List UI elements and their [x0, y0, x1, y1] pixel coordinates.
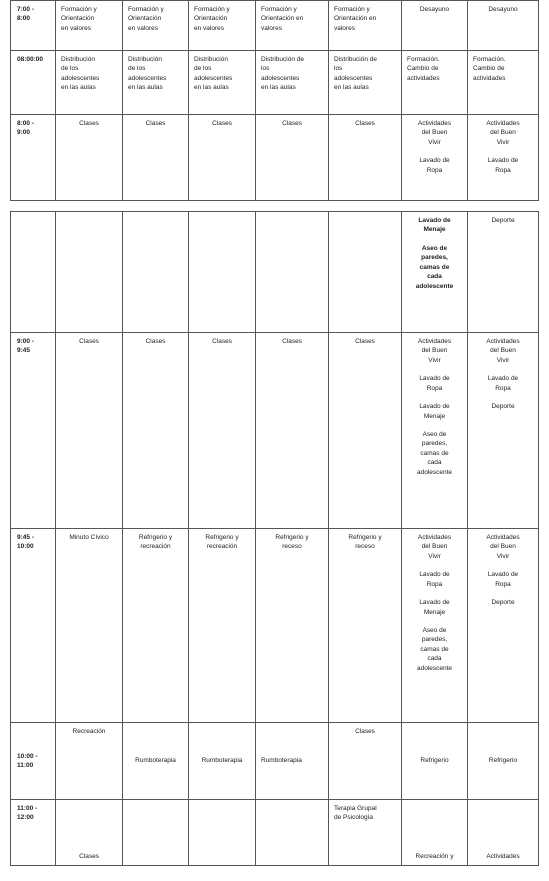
time-cell: [11, 212, 56, 333]
cell-tuesday: [123, 800, 189, 866]
cell-sunday: Refrigerio: [468, 723, 539, 800]
cell-friday: Distribución de los adolescentes en las aulas: [329, 51, 402, 115]
cell-wednesday: [189, 212, 256, 333]
cell-saturday: Actividades del Buen Vivir Lavado de Ropa Lavado de Menaje Aseo de paredes, camas de cada adolescente: [402, 529, 468, 723]
cell-monday: Formación y Orientación en valores: [56, 1, 123, 51]
cell-monday: Clases: [56, 333, 123, 529]
cell-friday: Refrigerio y receso: [329, 529, 402, 723]
cell-tuesday: Rumboterapia: [123, 723, 189, 800]
cell-monday: [56, 212, 123, 333]
cell-thursday: Distribución de los adolescentes en las aulas: [256, 51, 329, 115]
cell-saturday: Lavado de Menaje Aseo de paredes, camas de cada adolescente: [402, 212, 468, 333]
cell-friday: Clases: [329, 333, 402, 529]
cell-monday: Clases: [56, 800, 123, 866]
cell-thursday: Refrigerio y receso: [256, 529, 329, 723]
cell-saturday: Formación. Cambio de actividades: [402, 51, 468, 115]
cell-tuesday: Formación y Orientación en valores: [123, 1, 189, 51]
cell-tuesday: [123, 212, 189, 333]
cell-monday: Minuto Cívico: [56, 529, 123, 723]
cell-thursday: [256, 212, 329, 333]
time-cell: 9:00 - 9:45: [11, 333, 56, 529]
table-row: [11, 115, 539, 201]
time-cell: 10:00 - 11:00: [11, 723, 56, 800]
cell-tuesday: Refrigerio y recreación: [123, 529, 189, 723]
table-row: [11, 212, 539, 333]
cell-tuesday: Clases: [123, 115, 189, 201]
cell-friday: [329, 212, 402, 333]
cell-tuesday: Clases: [123, 333, 189, 529]
time-cell: 11:00 - 12:00: [11, 800, 56, 866]
cell-friday: Formación y Orientación en valores: [329, 1, 402, 51]
cell-thursday: Formación y Orientación en valores: [256, 1, 329, 51]
cell-monday: Distribución de los adolescentes en las aulas: [56, 51, 123, 115]
cell-saturday: Recreación y: [402, 800, 468, 866]
cell-wednesday: Distribución de los adolescentes en las aulas: [189, 51, 256, 115]
cell-sunday: Actividades del Buen Vivir Lavado de Ropa: [468, 115, 539, 201]
table-row: [11, 1, 539, 51]
cell-thursday: Clases: [256, 115, 329, 201]
table-row: [11, 800, 539, 866]
cell-thursday: [256, 800, 329, 866]
table-row: [11, 529, 539, 723]
schedule-table-bottom: [10, 211, 539, 866]
time-cell: 7:00 - 8:00: [11, 1, 56, 51]
cell-saturday: Desayuno: [402, 1, 468, 51]
cell-friday: Terapia Grupal de Psicología: [329, 800, 402, 866]
cell-thursday: Clases: [256, 333, 329, 529]
cell-wednesday: Rumboterapia: [189, 723, 256, 800]
time-cell: 8:00 - 9:00: [11, 115, 56, 201]
cell-saturday: Actividades del Buen Vivir Lavado de Ropa: [402, 115, 468, 201]
cell-thursday: Rumboterapia: [256, 723, 329, 800]
cell-monday: Recreación: [56, 723, 123, 800]
schedule-table-top: [10, 0, 539, 201]
table-row: [11, 333, 539, 529]
cell-tuesday: Distribución de los adolescentes en las aulas: [123, 51, 189, 115]
cell-sunday: Actividades del Buen Vivir Lavado de Ropa Deporte: [468, 333, 539, 529]
cell-sunday: Deporte: [468, 212, 539, 333]
time-cell: 9:45 - 10:00: [11, 529, 56, 723]
cell-saturday: Actividades del Buen Vivir Lavado de Ropa Lavado de Menaje Aseo de paredes, camas de cada adolescente: [402, 333, 468, 529]
page-break: [0, 201, 549, 211]
table-row: [11, 723, 539, 800]
cell-wednesday: Refrigerio y recreación: [189, 529, 256, 723]
cell-friday: Clases: [329, 723, 402, 800]
cell-monday: Clases: [56, 115, 123, 201]
cell-sunday: Formación. Cambio de actividades: [468, 51, 539, 115]
time-cell: 08:00:00: [11, 51, 56, 115]
cell-sunday: Actividades: [468, 800, 539, 866]
cell-wednesday: Formación y Orientación en valores: [189, 1, 256, 51]
cell-saturday: Refrigerio: [402, 723, 468, 800]
cell-friday: Clases: [329, 115, 402, 201]
cell-wednesday: Clases: [189, 115, 256, 201]
cell-wednesday: Clases: [189, 333, 256, 529]
cell-sunday: Actividades del Buen Vivir Lavado de Ropa Deporte: [468, 529, 539, 723]
table-row: [11, 51, 539, 115]
cell-wednesday: [189, 800, 256, 866]
cell-sunday: Desayuno: [468, 1, 539, 51]
